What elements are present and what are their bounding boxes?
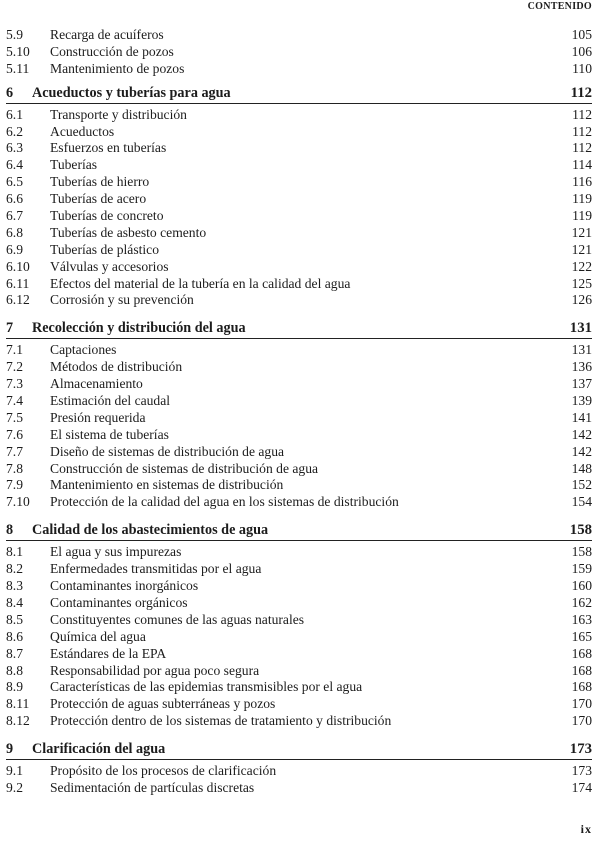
section-title: Estándares de la EPA bbox=[50, 645, 167, 661]
section-number: 8.4 bbox=[6, 594, 23, 610]
section-number: 6.3 bbox=[6, 140, 23, 156]
toc-entry bbox=[6, 612, 592, 629]
section-title: Química del agua bbox=[50, 628, 146, 644]
page-ref: 165 bbox=[571, 628, 592, 644]
section-number: 7.10 bbox=[6, 494, 30, 510]
section-title: Protección de aguas subterráneas y pozos bbox=[50, 696, 276, 712]
section-number: 7.1 bbox=[6, 342, 23, 358]
toc-entry bbox=[6, 444, 592, 461]
page-ref: 170 bbox=[571, 713, 592, 729]
section-number: 8.12 bbox=[6, 713, 30, 729]
page-ref: 160 bbox=[571, 578, 592, 594]
toc-entry bbox=[6, 276, 592, 293]
section-number: 8 bbox=[6, 522, 14, 539]
toc-entry bbox=[6, 259, 592, 276]
section-title: Recolección y distribución del agua bbox=[32, 320, 246, 337]
section-title: Estimación del caudal bbox=[50, 393, 171, 409]
toc-entry bbox=[6, 157, 592, 174]
toc-entry bbox=[6, 208, 592, 225]
section-title: Presión requerida bbox=[50, 409, 146, 425]
page-ref: 126 bbox=[571, 292, 592, 308]
section-title: Esfuerzos en tuberías bbox=[50, 140, 167, 156]
page-ref: 131 bbox=[569, 320, 592, 337]
page-ref: 121 bbox=[571, 224, 592, 240]
section-number: 7.9 bbox=[6, 477, 23, 493]
page-ref: 168 bbox=[571, 662, 592, 678]
toc-entry bbox=[6, 427, 592, 444]
section-title: Diseño de sistemas de distribución de agua bbox=[50, 443, 285, 459]
page-ref: 110 bbox=[572, 60, 592, 76]
toc-entry bbox=[6, 174, 592, 191]
page-ref: 106 bbox=[571, 43, 592, 59]
section-title: Tuberías de concreto bbox=[50, 208, 164, 224]
page-ref: 168 bbox=[571, 645, 592, 661]
toc-entry bbox=[6, 461, 592, 478]
page-ref: 136 bbox=[571, 359, 592, 375]
section-number: 7 bbox=[6, 320, 14, 337]
toc-entry bbox=[6, 696, 592, 713]
toc-entry bbox=[6, 544, 592, 561]
section-number: 6.2 bbox=[6, 123, 23, 139]
page-ref: 116 bbox=[572, 174, 592, 190]
section-number: 8.7 bbox=[6, 645, 23, 661]
toc-entry bbox=[6, 393, 592, 410]
section-title: Enfermedades transmitidas por el agua bbox=[50, 561, 262, 577]
page-ref: 163 bbox=[571, 611, 592, 627]
section-title: Sedimentación de partículas discretas bbox=[50, 779, 255, 795]
toc-entry bbox=[6, 376, 592, 393]
section-title: Mantenimiento de pozos bbox=[50, 60, 185, 76]
toc-entry bbox=[6, 225, 592, 242]
toc-entry bbox=[6, 561, 592, 578]
page-ref: 112 bbox=[570, 84, 592, 101]
toc-entry bbox=[6, 124, 592, 141]
table-of-contents bbox=[6, 27, 592, 797]
section-title: Protección dentro de los sistemas de tratamiento y distribución bbox=[50, 713, 392, 729]
page-ref: 121 bbox=[571, 241, 592, 257]
section-number: 9 bbox=[6, 741, 14, 758]
section-title: Transporte y distribución bbox=[50, 106, 187, 122]
running-header: CONTENIDO bbox=[527, 1, 592, 12]
section-number: 6.1 bbox=[6, 106, 23, 122]
toc-entry bbox=[6, 763, 592, 780]
page-ref: 174 bbox=[571, 779, 592, 795]
section-number: 5.9 bbox=[6, 27, 23, 42]
page-ref: 105 bbox=[571, 27, 592, 42]
section-number: 8.3 bbox=[6, 578, 23, 594]
toc-entry bbox=[6, 595, 592, 612]
page-ref: 173 bbox=[571, 763, 592, 779]
toc-entry bbox=[6, 629, 592, 646]
page-ref: 141 bbox=[571, 409, 592, 425]
section-title: Construcción de pozos bbox=[50, 43, 174, 59]
section-number: 6.11 bbox=[6, 275, 30, 291]
section-number: 6 bbox=[6, 84, 14, 101]
page-ref: 119 bbox=[572, 208, 592, 224]
section-number: 7.7 bbox=[6, 443, 23, 459]
toc-entry bbox=[6, 191, 592, 208]
section-number: 7.8 bbox=[6, 460, 23, 476]
chapter-heading bbox=[6, 83, 592, 104]
section-title: Mantenimiento en sistemas de distribución bbox=[50, 477, 284, 493]
section-number: 5.10 bbox=[6, 43, 30, 59]
page-ref: 112 bbox=[572, 123, 592, 139]
section-number: 8.1 bbox=[6, 544, 23, 560]
section-number: 8.11 bbox=[6, 696, 30, 712]
section-title: Propósito de los procesos de clarificación bbox=[50, 763, 277, 779]
section-title: Contaminantes orgánicos bbox=[50, 594, 188, 610]
section-number: 7.4 bbox=[6, 393, 23, 409]
section-number: 7.6 bbox=[6, 426, 23, 442]
section-number: 7.2 bbox=[6, 359, 23, 375]
page-ref: 158 bbox=[571, 544, 592, 560]
toc-entry bbox=[6, 140, 592, 157]
section-title: Tuberías de acero bbox=[50, 191, 147, 207]
page-ref: 142 bbox=[571, 426, 592, 442]
toc-entry bbox=[6, 578, 592, 595]
section-title: Protección de la calidad del agua en los sistemas de distribución bbox=[50, 494, 399, 510]
section-number: 6.8 bbox=[6, 224, 23, 240]
toc-entry bbox=[6, 359, 592, 376]
section-number: 9.1 bbox=[6, 763, 23, 779]
toc-entry bbox=[6, 342, 592, 359]
toc-entry bbox=[6, 292, 592, 309]
section-title: Recarga de acuíferos bbox=[50, 27, 164, 42]
page-ref: 173 bbox=[569, 741, 592, 758]
section-title: Características de las epidemias transmisibles por el agua bbox=[50, 679, 363, 695]
page-ref: 168 bbox=[571, 679, 592, 695]
section-title: Calidad de los abastecimientos de agua bbox=[32, 522, 269, 539]
section-title: Captaciones bbox=[50, 342, 117, 358]
section-title: El agua y sus impurezas bbox=[50, 544, 182, 560]
toc-entry bbox=[6, 679, 592, 696]
section-title: Efectos del material de la tubería en la calidad del agua bbox=[50, 275, 351, 291]
section-number: 8.5 bbox=[6, 611, 23, 627]
section-title: Métodos de distribución bbox=[50, 359, 183, 375]
toc-entry bbox=[6, 663, 592, 680]
toc-entry bbox=[6, 646, 592, 663]
section-number: 6.10 bbox=[6, 258, 30, 274]
section-number: 8.8 bbox=[6, 662, 23, 678]
page-ref: 137 bbox=[571, 376, 592, 392]
toc-entry bbox=[6, 107, 592, 124]
chapter-heading bbox=[6, 520, 592, 541]
toc-entry bbox=[6, 494, 592, 511]
section-number: 6.7 bbox=[6, 208, 23, 224]
section-title: Tuberías de plástico bbox=[50, 241, 159, 257]
page-ref: 162 bbox=[571, 594, 592, 610]
section-title: Almacenamiento bbox=[50, 376, 143, 392]
section-title: Tuberías bbox=[50, 157, 98, 173]
section-title: El sistema de tuberías bbox=[50, 426, 169, 442]
page-ref: 112 bbox=[572, 140, 592, 156]
page-ref: 158 bbox=[569, 522, 592, 539]
section-number: 8.9 bbox=[6, 679, 23, 695]
section-number: 6.5 bbox=[6, 174, 23, 190]
page-ref: 119 bbox=[572, 191, 592, 207]
toc-entry bbox=[6, 27, 592, 44]
section-title: Constituyentes comunes de las aguas naturales bbox=[50, 611, 305, 627]
toc-entry bbox=[6, 44, 592, 61]
section-number: 6.6 bbox=[6, 191, 23, 207]
toc-entry bbox=[6, 61, 592, 78]
toc-entry bbox=[6, 780, 592, 797]
section-number: 5.11 bbox=[6, 60, 30, 76]
section-title: Tuberías de hierro bbox=[50, 174, 150, 190]
section-number: 6.4 bbox=[6, 157, 23, 173]
page-ref: 154 bbox=[571, 494, 592, 510]
section-number: 7.3 bbox=[6, 376, 23, 392]
toc-entry bbox=[6, 713, 592, 730]
page-ref: 148 bbox=[571, 460, 592, 476]
page-ref: 142 bbox=[571, 443, 592, 459]
page-number: ix bbox=[580, 822, 592, 836]
section-number: 8.6 bbox=[6, 628, 23, 644]
toc-entry bbox=[6, 410, 592, 427]
toc-entry bbox=[6, 477, 592, 494]
section-title: Acueductos y tuberías para agua bbox=[32, 84, 231, 101]
section-number: 6.9 bbox=[6, 241, 23, 257]
page-ref: 125 bbox=[571, 275, 592, 291]
page-ref: 114 bbox=[572, 157, 592, 173]
section-number: 8.2 bbox=[6, 561, 23, 577]
section-number: 9.2 bbox=[6, 779, 23, 795]
page-ref: 122 bbox=[571, 258, 592, 274]
page-ref: 170 bbox=[571, 696, 592, 712]
toc-entry bbox=[6, 242, 592, 259]
page-ref: 112 bbox=[572, 106, 592, 122]
chapter-heading bbox=[6, 318, 592, 339]
page-ref: 139 bbox=[571, 393, 592, 409]
chapter-heading bbox=[6, 739, 592, 760]
section-title: Contaminantes inorgánicos bbox=[50, 578, 199, 594]
section-number: 7.5 bbox=[6, 409, 23, 425]
page-ref: 159 bbox=[571, 561, 592, 577]
section-title: Responsabilidad por agua poco segura bbox=[50, 662, 260, 678]
page-ref: 152 bbox=[571, 477, 592, 493]
section-title: Construcción de sistemas de distribución de agua bbox=[50, 460, 319, 476]
section-number: 6.12 bbox=[6, 292, 30, 308]
section-title: Acueductos bbox=[50, 123, 115, 139]
section-title: Tuberías de asbesto cemento bbox=[50, 224, 207, 240]
section-title: Clarificación del agua bbox=[32, 741, 166, 758]
section-title: Válvulas y accesorios bbox=[50, 258, 169, 274]
section-title: Corrosión y su prevención bbox=[50, 292, 194, 308]
page-ref: 131 bbox=[571, 342, 592, 358]
